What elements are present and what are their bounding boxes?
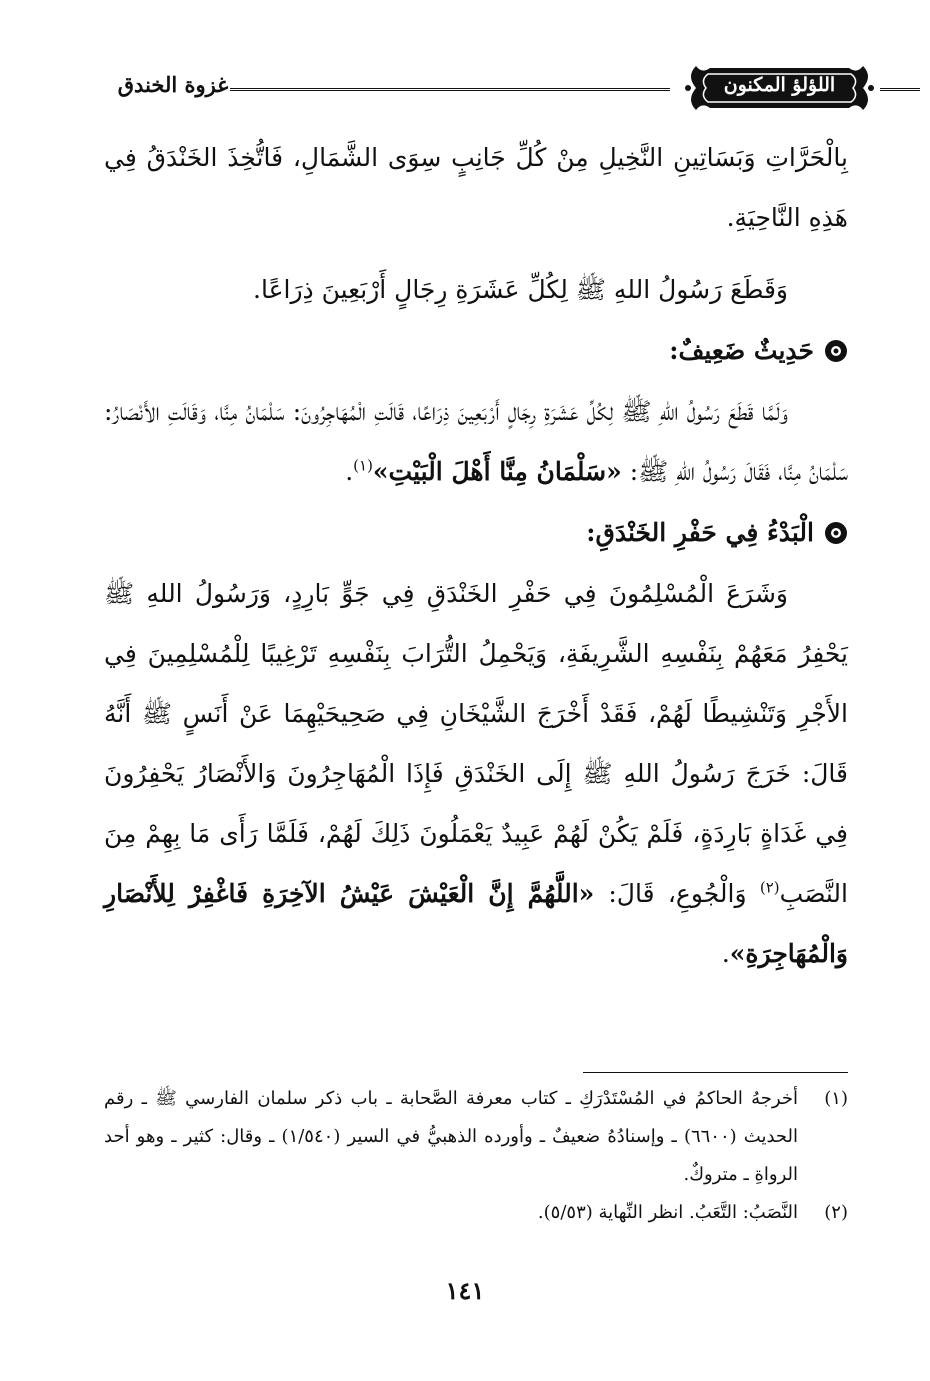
header-double-rule-left	[230, 88, 670, 91]
heading-text: الْبَدْءُ فِي حَفْرِ الخَنْدَقِ:	[586, 518, 814, 547]
footnote-number: (١)	[824, 1088, 848, 1109]
main-text	[104, 128, 848, 984]
page-header	[100, 58, 850, 122]
footnote-ref-2[interactable]: (٢)	[759, 878, 780, 897]
heading-weak-hadith	[104, 320, 848, 382]
paragraph-text: وَشَرَعَ الْمُسْلِمُونَ فِي حَفْرِ الخَنْدَقِ فِي جَوٍّ بَارِدٍ، وَرَسُولُ اللهِ ﷺ يَحْفِرُ مَعَهُمْ بِنَفْسِهِ الشَّرِيفَةِ، وَيَحْمِلُ التُّرَابَ بِنَفْسِهِ تَرْغِيبًا لِلْمُسْلِمِينَ فِي الأَجْرِ وَتَنْشِيطًا لَهُمْ، فَقَدْ أَخْرَجَ الشَّيْخَانِ فِي صَحِيحَيْهِمَا عَنْ أَنَسٍ ﷺ أَنَّهُ قَالَ: خَرَجَ رَسُولُ اللهِ ﷺ إِلَى الخَنْدَقِ فَإِذَا الْمُهَاجِرُونَ وَالأَنْصَارُ يَحْفِرُونَ فِي غَدَاةٍ بَارِدَةٍ، فَلَمْ يَكُنْ لَهُمْ عَبِيدٌ يَعْمَلُونَ ذَلِكَ لَهُمْ، فَلَمَّا رَأَى مَا بِهِمْ مِنَ النَّصَبِ	[104, 579, 848, 908]
hadith-quote: «سَلْمَانُ مِنَّا أَهْلَ الْبَيْتِ»	[372, 457, 622, 486]
footnote-text: أخرجهُ الحاكمُ في المُسْتَدْرَكِ ـ كتاب معرفة الصَّحابة ـ باب ذكر سلمان الفارسي ﷺ ـ رقم الحديث (٦٦٠٠) ـ وإسنادُهُ ضعيفٌ ـ وأورده الذهبيُّ في السير (١/٥٤٠) ـ وقال: كثير ـ وهو أحد الرواةِ ـ متروكٌ.	[104, 1088, 799, 1185]
header-double-rule-right	[880, 88, 920, 91]
paragraph-4	[104, 564, 848, 984]
paragraph-text-mid: وَالْجُوعِ، قَالَ:	[608, 879, 760, 908]
flower-ornament-icon	[824, 339, 848, 363]
paragraph-3	[104, 382, 848, 502]
footnote-separator	[583, 1072, 848, 1073]
flower-ornament-icon	[824, 521, 848, 545]
section-title: غزوة الخندق	[117, 72, 229, 97]
page-number: ١٤١	[445, 1276, 485, 1305]
footnotes	[104, 1080, 848, 1232]
paragraph-end: .	[345, 457, 354, 486]
footnote-number: (٢)	[824, 1202, 848, 1223]
book-title-cartouche	[682, 58, 877, 118]
paragraph-end: .	[721, 939, 730, 968]
heading-text: حَدِيثٌ ضَعِيفٌ:	[669, 336, 814, 365]
paragraph-1: بِالْحَرَّاتِ وَبَسَاتِينِ النَّخِيلِ مِنْ كُلِّ جَانِبٍ سِوَى الشَّمَالِ، فَاتُّخِذَ الخَنْدَقُ فِي هَذِهِ النَّاحِيَةِ.	[104, 143, 848, 232]
footnote-ref-1[interactable]: (١)	[353, 456, 373, 475]
heading-start-digging	[104, 502, 848, 564]
paragraph-text: وَلَمَّا قَطَعَ رَسُولُ اللهِ ﷺ لِكُلِّ عَشَرَةِ رِجَالٍ أَرْبَعِينَ ذِرَاعًا، قَالَتِ الْمُهَاجِرُونَ: سَلْمَانُ مِنَّا، وَقَالَتِ الأَنْصَارُ: سَلْمَانُ مِنَّا، فَقَالَ رَسُولُ اللهِ ﷺ:	[104, 397, 848, 486]
paragraph-2: وَقَطَعَ رَسُولُ اللهِ ﷺ لِكُلِّ عَشَرَةِ رِجَالٍ أَرْبَعِينَ ذِرَاعًا.	[253, 275, 788, 304]
footnote-1	[104, 1080, 848, 1194]
hadith-quote: «اللَّهُمَّ إِنَّ الْعَيْشَ عَيْشُ الآخِرَةِ فَاغْفِرْ لِلأَنْصَارِ وَالْمُهَاجِرَةِ»	[104, 879, 848, 968]
footnote-2	[104, 1194, 848, 1232]
footnote-text: النَّصَبُ: التَّعَبُ. انظر النِّهاية (٥/٥٣).	[537, 1202, 798, 1223]
book-title: اللؤلؤ المكنون	[723, 74, 836, 96]
